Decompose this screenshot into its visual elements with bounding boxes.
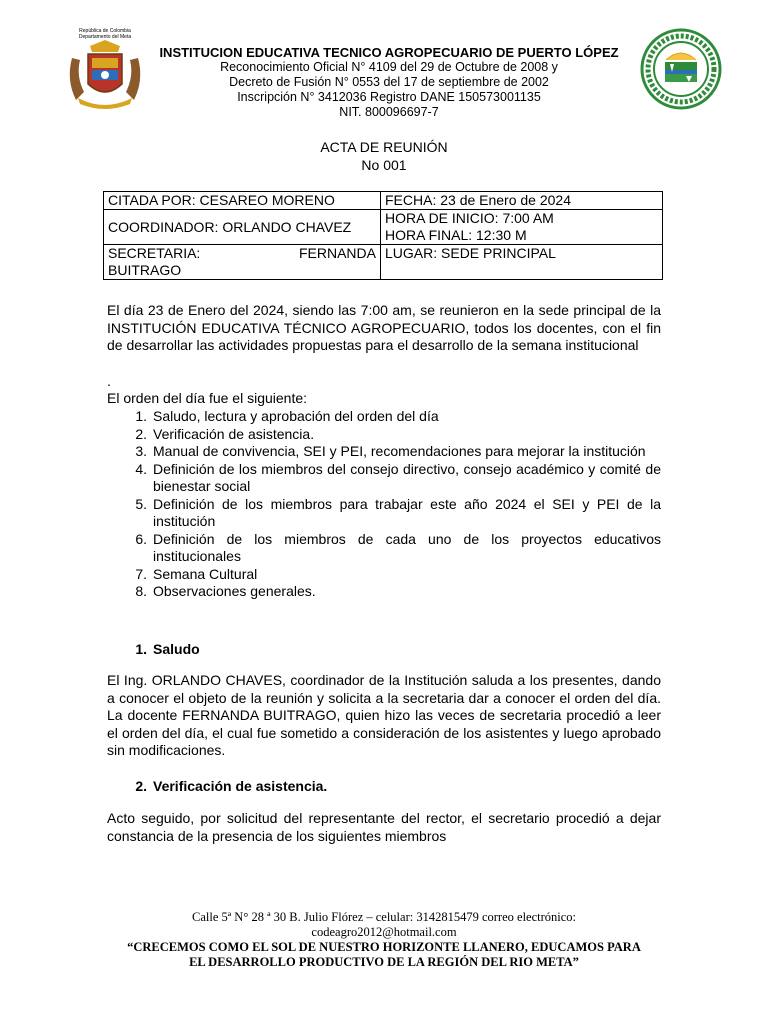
section-number: 2. xyxy=(135,778,147,794)
section-1-text: El Ing. ORLANDO CHAVES, coordinador de la Institución saluda a los presentes, dando a conocer el objeto de la reunión y solicita a la secretaria dar a conocer el orden del día. La docente FERNANDA BUITRAGO, quien hizo las veces de secretaria procedió a leer el orden del día, el cual fue sometido a consideración de los asistentes y luego aprobado sin modificaciones. xyxy=(107,672,661,758)
agenda-text: Definición de los miembros del consejo directivo, consejo académico y comité de bienestar social xyxy=(153,460,661,494)
agenda-text: Manual de convivencia, SEI y PEI, recomendaciones para mejorar la institución xyxy=(153,443,646,459)
stray-period: . xyxy=(107,373,111,389)
list-item xyxy=(107,443,661,461)
secretaria-label: SECRETARIA: xyxy=(108,245,201,261)
acta-number: No 001 xyxy=(361,157,407,173)
seal-caption-1: República de Colombia xyxy=(79,28,131,34)
institution-seal-logo xyxy=(640,28,722,110)
coat-of-arms-icon xyxy=(62,40,148,112)
agenda-intro: El orden del día fue el siguiente: xyxy=(107,390,308,406)
department-seal-logo xyxy=(62,28,148,112)
section-2-heading xyxy=(107,777,661,795)
agenda-text: Definición de los miembros de cada uno de los proyectos educativos institucionales xyxy=(153,530,661,564)
letterhead xyxy=(150,45,628,120)
letterhead-line-2: Decreto de Fusión N° 0553 del 17 de septiembre de 2002 xyxy=(229,75,549,89)
list-item xyxy=(107,531,661,566)
hora-cell xyxy=(381,210,663,245)
list-item xyxy=(107,426,661,444)
section-2-text: Acto seguido, por solicitud del representante del rector, el secretario procedió a dejar constancia de la presencia de los siguientes miembros xyxy=(107,810,661,844)
agenda-text: Observaciones generales. xyxy=(153,583,316,599)
agenda-text: Semana Cultural xyxy=(153,565,258,582)
footer-email: codeagro2012@hotmail.com xyxy=(311,925,457,939)
agenda-number: 5. xyxy=(135,495,147,512)
section-1-heading xyxy=(107,640,661,658)
acta-title: ACTA DE REUNIÓN xyxy=(320,139,448,155)
intro-paragraph: El día 23 de Enero del 2024, siendo las 7:00 am, se reunieron en la sede principal de la INSTITUCIÓN EDUCATIVA TÉCNICO AGROPECUARIO, todos los docentes, con el fin de desarrollar las actividades propuestas para el desarrollo de la semana institucional xyxy=(107,302,661,353)
agenda-number: 6. xyxy=(135,530,147,547)
letterhead-line-1: Reconocimiento Oficial N° 4109 del 29 de Octubre de 2008 y xyxy=(220,60,558,74)
agenda-list xyxy=(107,408,661,601)
agenda-number: 7. xyxy=(135,565,147,582)
page-footer xyxy=(90,910,678,970)
section-title: Saludo xyxy=(153,641,200,657)
citada-por-cell: CITADA POR: CESAREO MORENO xyxy=(104,192,381,210)
agenda-text: Definición de los miembros para trabajar este año 2024 el SEI y PEI de la institución xyxy=(153,495,661,529)
institution-seal-icon xyxy=(640,28,722,110)
agenda-number: 8. xyxy=(135,583,147,599)
seal-caption-2: Departamento del Meta xyxy=(78,34,132,40)
coordinador-cell: COORDINADOR: ORLANDO CHAVEZ xyxy=(104,210,381,245)
agenda-text: Verificación de asistencia. xyxy=(153,425,315,442)
footer-motto-2: EL DESARROLLO PRODUCTIVO DE LA REGIÓN DEL RIO META” xyxy=(189,955,579,969)
list-item xyxy=(107,496,661,531)
fecha-cell: FECHA: 23 de Enero de 2024 xyxy=(381,192,663,210)
agenda-number: 3. xyxy=(135,443,147,459)
document-title xyxy=(0,138,768,174)
agenda-number: 2. xyxy=(135,425,147,442)
institution-name: INSTITUCION EDUCATIVA TECNICO AGROPECUARIO DE PUERTO LÓPEZ xyxy=(159,45,619,60)
meeting-info-table xyxy=(103,191,663,280)
secretaria-name-1: FERNANDA xyxy=(298,245,376,261)
list-item xyxy=(107,461,661,496)
agenda-number: 4. xyxy=(135,460,147,477)
agenda-text: Saludo, lectura y aprobación del orden del día xyxy=(153,408,439,424)
list-item xyxy=(107,408,661,426)
secretaria-name-2: BUITRAGO xyxy=(108,262,182,278)
footer-motto-1: “CRECEMOS COMO EL SOL DE NUESTRO HORIZONTE LLANERO, EDUCAMOS PARA xyxy=(127,940,641,954)
list-item xyxy=(107,566,661,584)
section-title: Verificación de asistencia. xyxy=(153,778,328,794)
footer-address: Calle 5ª N° 28 ª 30 B. Julio Flórez – celular: 3142815479 correo electrónico: xyxy=(191,910,577,924)
letterhead-line-4: NIT. 800096697-7 xyxy=(339,105,439,119)
hora-inicio: HORA DE INICIO: 7:00 AM xyxy=(385,210,554,226)
letterhead-line-3: Inscripción N° 3412036 Registro DANE 150573001135 xyxy=(237,90,541,104)
section-number: 1. xyxy=(135,641,147,657)
lugar-cell: LUGAR: SEDE PRINCIPAL xyxy=(381,245,663,280)
agenda-number: 1. xyxy=(135,408,147,424)
hora-final: HORA FINAL: 12:30 M xyxy=(385,227,527,243)
secretaria-cell xyxy=(104,245,381,280)
list-item xyxy=(107,583,661,601)
